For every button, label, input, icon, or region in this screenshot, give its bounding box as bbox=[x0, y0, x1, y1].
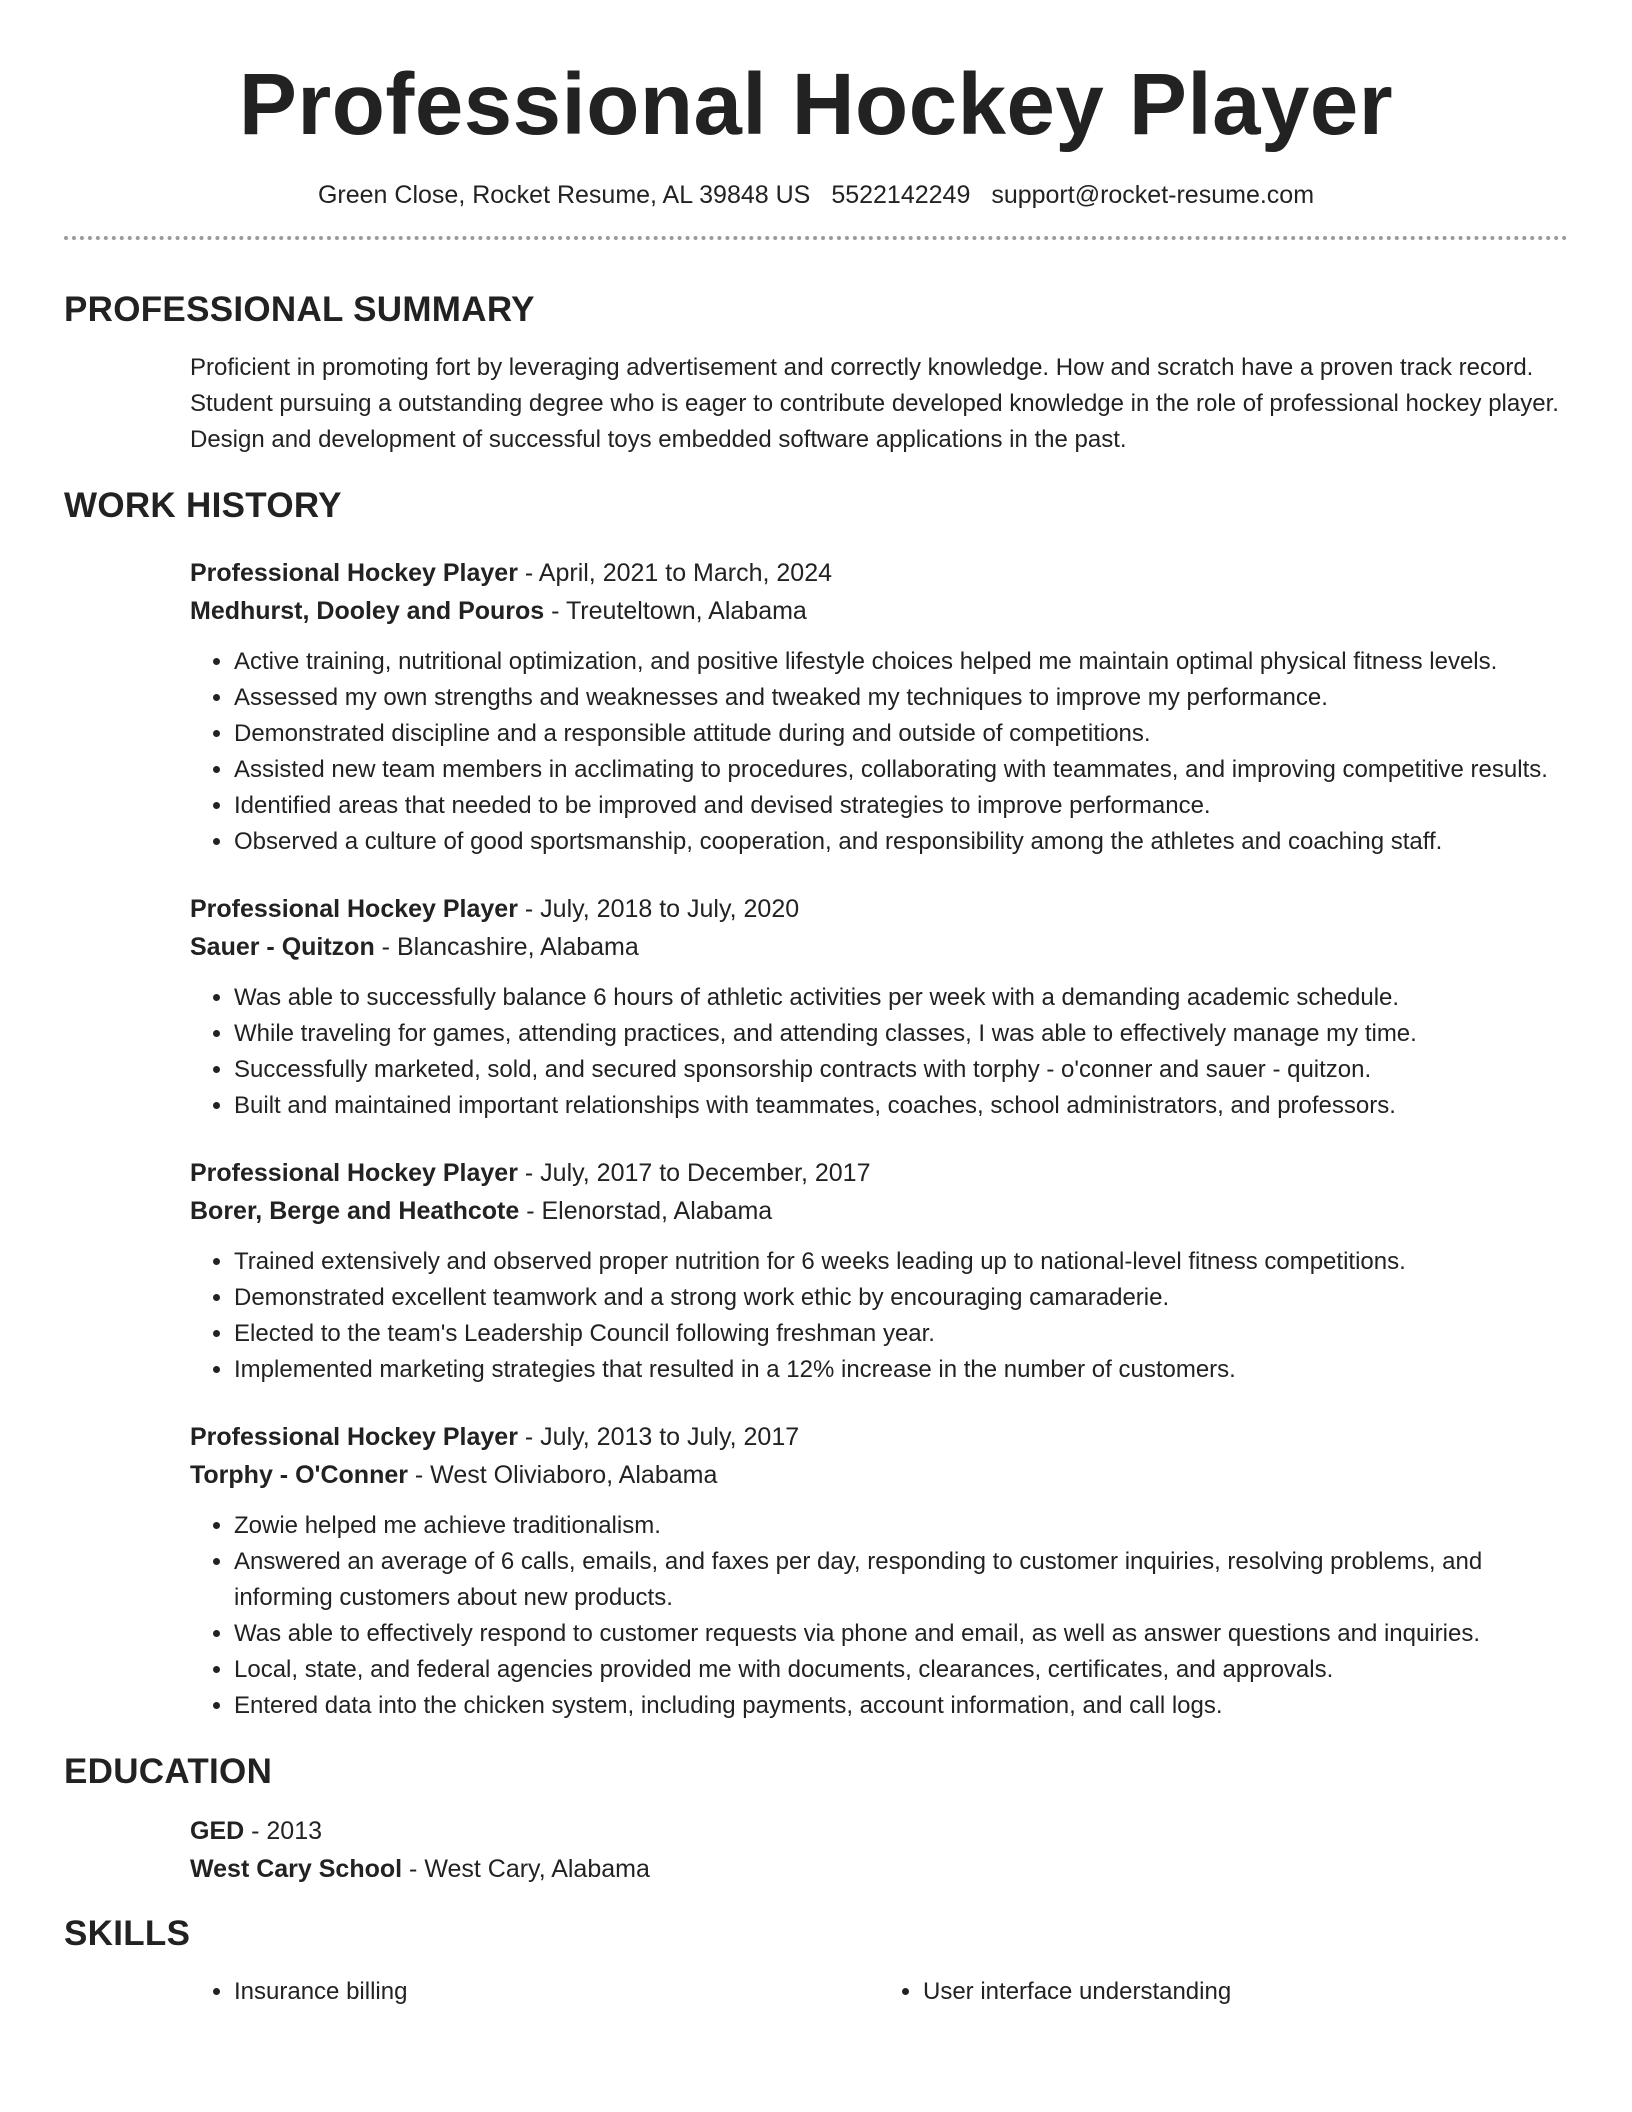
job-dates: - July, 2017 to December, 2017 bbox=[517, 1159, 871, 1187]
contact-address: Green Close, Rocket Resume, AL 39848 US bbox=[317, 181, 811, 209]
list-item: • Elected to the team's Leadership Council following freshman year. bbox=[234, 1316, 1568, 1352]
job-bullets bbox=[190, 644, 1568, 860]
skills-list-right bbox=[879, 1974, 1568, 2010]
job-title-line bbox=[190, 1418, 1568, 1456]
job-company: Sauer - Quitzon bbox=[190, 933, 375, 961]
education-degree: GED bbox=[190, 1817, 245, 1845]
job-location: - Blancashire, Alabama bbox=[374, 933, 639, 961]
contact-line bbox=[0, 181, 1632, 210]
list-item: • While traveling for games, attending practices, and attending classes, I was able to effectively manage my time. bbox=[234, 1016, 1568, 1052]
education-title: EDUCATION bbox=[64, 1752, 273, 1791]
job-title-line bbox=[190, 554, 1568, 592]
list-item: • Implemented marketing strategies that resulted in a 12% increase in the number of customers. bbox=[234, 1352, 1568, 1388]
job-entry bbox=[190, 1418, 1568, 1724]
job-company-line bbox=[190, 928, 1568, 966]
list-item: • Assisted new team members in acclimating to procedures, collaborating with teammates, and improving competitive results. bbox=[234, 752, 1568, 788]
list-item: • Assessed my own strengths and weaknesses and tweaked my techniques to improve my performance. bbox=[234, 680, 1568, 716]
list-item: • Active training, nutritional optimization, and positive lifestyle choices helped me maintain optimal physical fitness levels. bbox=[234, 644, 1568, 680]
job-entry bbox=[190, 1154, 1568, 1388]
skills-grid bbox=[190, 1974, 1568, 2010]
list-item: • Successfully marketed, sold, and secured sponsorship contracts with torphy - o'conner and sauer - quitzon. bbox=[234, 1052, 1568, 1088]
job-company-line bbox=[190, 1456, 1568, 1494]
contact-email[interactable]: support@rocket-resume.com bbox=[991, 181, 1315, 209]
list-item: • Answered an average of 6 calls, emails, and faxes per day, responding to customer inquiries, resolving problems, and informing customers about new products. bbox=[234, 1544, 1568, 1616]
job-dates: - July, 2018 to July, 2020 bbox=[517, 895, 800, 923]
education-school: West Cary School bbox=[190, 1855, 403, 1883]
list-item: • Local, state, and federal agencies provided me with documents, clearances, certificates, and approvals. bbox=[234, 1652, 1568, 1688]
list-item: • Zowie helped me achieve traditionalism. bbox=[234, 1508, 1568, 1544]
skill-item: • User interface understanding bbox=[923, 1974, 1568, 2010]
work-history-title: WORK HISTORY bbox=[64, 486, 342, 525]
education-location: - West Cary, Alabama bbox=[402, 1855, 650, 1883]
job-role: Professional Hockey Player bbox=[190, 1423, 518, 1451]
job-company: Torphy - O'Conner bbox=[190, 1461, 408, 1489]
job-role: Professional Hockey Player bbox=[190, 895, 518, 923]
job-company-line bbox=[190, 1192, 1568, 1230]
summary-text: Proficient in promoting fort by leveraging advertisement and correctly knowledge. How and scratch have a proven track record. Student pursuing a outstanding degree who is eager to contribute developed knowledge in the role of professional hockey player. Design and development of successful toys embedded software applications in the past. bbox=[190, 354, 1559, 453]
job-entry bbox=[190, 554, 1568, 860]
job-location: - West Oliviaboro, Alabama bbox=[407, 1461, 718, 1489]
job-location: - Elenorstad, Alabama bbox=[519, 1197, 773, 1225]
education-degree-line bbox=[190, 1812, 1568, 1850]
job-dates: - April, 2021 to March, 2024 bbox=[517, 559, 833, 587]
job-role: Professional Hockey Player bbox=[190, 1159, 518, 1187]
list-item: • Was able to successfully balance 6 hours of athletic activities per week with a demanding academic schedule. bbox=[234, 980, 1568, 1016]
skill-item: • Insurance billing bbox=[234, 1974, 879, 2010]
job-entry bbox=[190, 890, 1568, 1124]
job-dates: - July, 2013 to July, 2017 bbox=[517, 1423, 800, 1451]
work-history-section bbox=[64, 486, 1568, 1724]
job-bullets bbox=[190, 1508, 1568, 1724]
contact-phone: 5522142249 bbox=[831, 181, 971, 209]
skills-title: SKILLS bbox=[64, 1914, 191, 1953]
job-title-line bbox=[190, 890, 1568, 928]
job-bullets bbox=[190, 1244, 1568, 1388]
job-location: - Treuteltown, Alabama bbox=[544, 597, 807, 625]
job-title-line bbox=[190, 1154, 1568, 1192]
education-section bbox=[64, 1752, 1568, 1888]
candidate-name: Professional Hockey Player bbox=[238, 56, 1394, 153]
skills-list-left bbox=[190, 1974, 879, 2010]
list-item: • Demonstrated discipline and a responsible attitude during and outside of competitions. bbox=[234, 716, 1568, 752]
header-divider bbox=[64, 236, 1568, 240]
list-item: • Trained extensively and observed proper nutrition for 6 weeks leading up to national-level fitness competitions. bbox=[234, 1244, 1568, 1280]
skills-section bbox=[64, 1914, 1568, 2010]
list-item: • Identified areas that needed to be improved and devised strategies to improve performance. bbox=[234, 788, 1568, 824]
job-bullets bbox=[190, 980, 1568, 1124]
list-item: • Built and maintained important relationships with teammates, coaches, school administrators, and professors. bbox=[234, 1088, 1568, 1124]
job-company: Medhurst, Dooley and Pouros bbox=[190, 597, 545, 625]
job-role: Professional Hockey Player bbox=[190, 559, 518, 587]
job-company: Borer, Berge and Heathcote bbox=[190, 1197, 520, 1225]
list-item: • Observed a culture of good sportsmanship, cooperation, and responsibility among the athletes and coaching staff. bbox=[234, 824, 1568, 860]
education-year: - 2013 bbox=[244, 1817, 323, 1845]
education-school-line bbox=[190, 1850, 1568, 1888]
summary-section bbox=[64, 290, 1568, 458]
summary-title: PROFESSIONAL SUMMARY bbox=[64, 290, 535, 329]
list-item: • Was able to effectively respond to customer requests via phone and email, as well as answer questions and inquiries. bbox=[234, 1616, 1568, 1652]
education-entry bbox=[190, 1812, 1568, 1888]
list-item: • Entered data into the chicken system, including payments, account information, and call logs. bbox=[234, 1688, 1568, 1724]
list-item: • Demonstrated excellent teamwork and a strong work ethic by encouraging camaraderie. bbox=[234, 1280, 1568, 1316]
job-company-line bbox=[190, 592, 1568, 630]
